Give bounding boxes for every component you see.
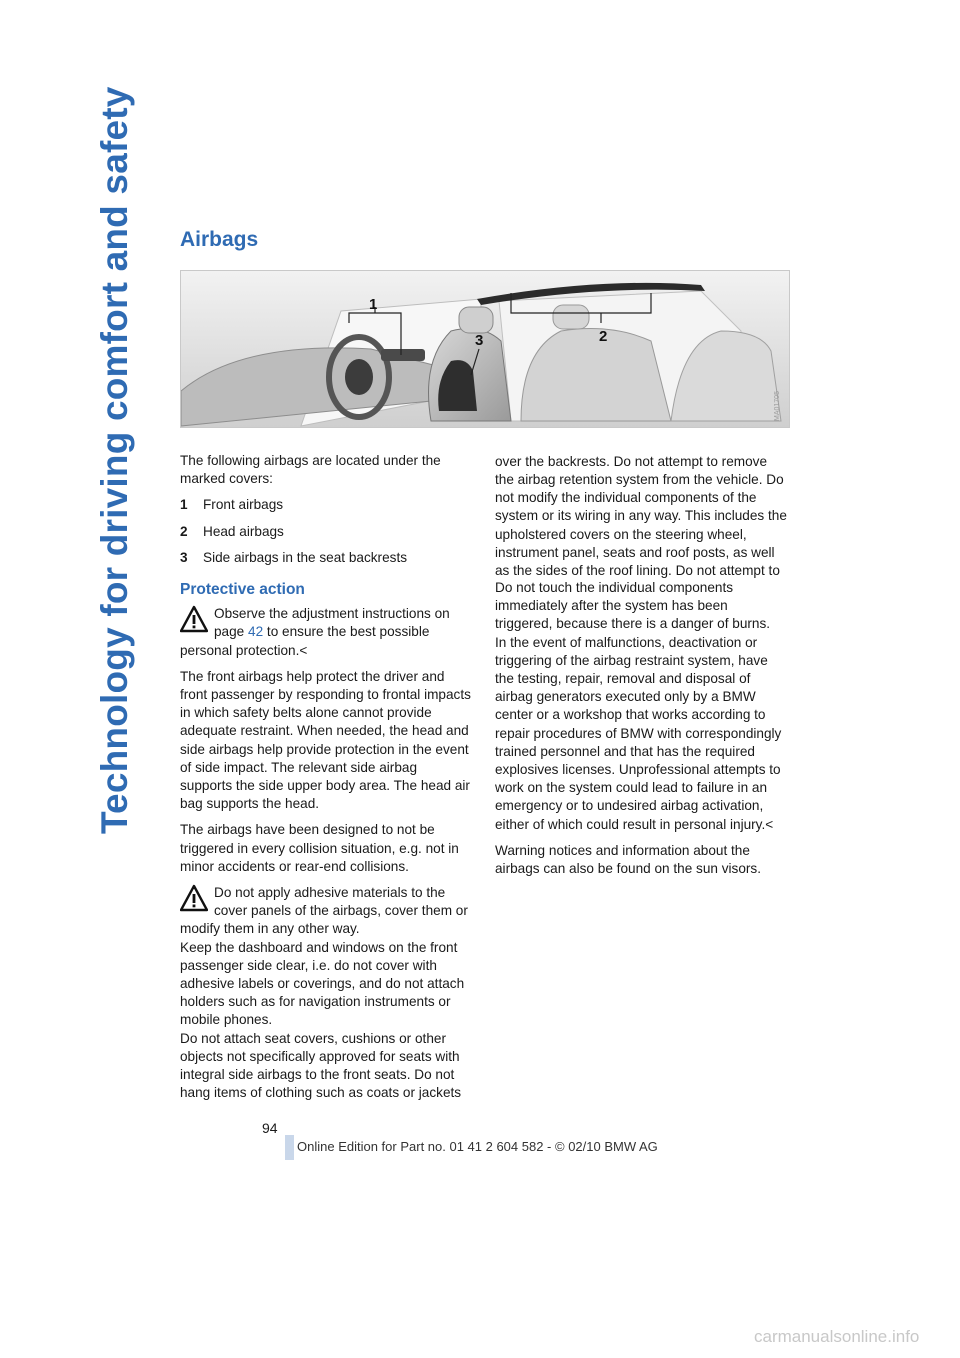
- page-number: 94: [262, 1120, 278, 1136]
- list-item: [180, 549, 472, 567]
- warning-burns-text: Do not touch the individual components immediately after the system has been triggered, because there is a danger of burns.: [495, 580, 771, 632]
- end-mark: <: [765, 816, 774, 832]
- callout-2: 2: [599, 328, 608, 345]
- callout-3: 3: [475, 332, 484, 349]
- sun-visor-note: Warning notices and information about the airbags can also be found on the sun visors.: [495, 842, 762, 877]
- protective-paragraph-2: The airbags have been designed to not be triggered in every collision situation, e.g. not in minor accidents or rear-end collisions.: [180, 822, 459, 874]
- list-item-label: Head airbags: [203, 523, 284, 539]
- right-column: [495, 452, 787, 886]
- end-mark: <: [299, 642, 308, 658]
- callout-1: 1: [369, 296, 378, 313]
- list-item-number: 2: [180, 523, 188, 539]
- chapter-side-title-text: Technology for driving comfort and safety: [94, 86, 135, 834]
- watermark: carmanualsonline.info: [754, 1327, 920, 1346]
- section-title: Airbags: [180, 228, 259, 251]
- warning-adhesive: Do not apply adhesive materials to the cover panels of the airbags, cover them or modify them in any other way.: [180, 885, 468, 937]
- footer-edition-text: Online Edition for Part no. 01 41 2 604 582 - © 02/10 BMW AG: [297, 1139, 658, 1154]
- footer-bar: [285, 1135, 294, 1160]
- list-item: [180, 496, 472, 514]
- list-item-number: 3: [180, 549, 188, 565]
- list-item: [180, 523, 472, 541]
- warning-seat-covers-text: Do not attach seat covers, cushions or other objects not specifically approved for seats with integral side airbags to the front seats. Do not hang items of clothing such as coats or jackets: [180, 1030, 462, 1101]
- front-airbag-shape: [345, 359, 373, 395]
- warning-triangle-icon: [180, 884, 208, 912]
- protective-action-heading: Protective action: [180, 581, 305, 599]
- protective-paragraph-1: The front airbags help protect the driver and front passenger by responding to frontal impacts in which safety belts alone cannot provide adequate restraint. When needed, the head and side airbags help provide protection in the event of side impact. The relevant side airbag supports the side upper body area. The head air bag supports the head.: [180, 668, 471, 812]
- warning-seat-covers-continued: over the backrests. Do not attempt to remove the airbag retention system from the vehicle. Do not modify the individual components of the system or its wiring in any way. This includes the upholstered covers on the steering wheel, instrument panel, seats and roof posts, as well as the sides of the roof lining. Do not attempt to: [495, 453, 787, 579]
- list-item-label: Front airbags: [203, 497, 284, 513]
- warning-malfunctions-text: In the event of malfunctions, deactivation or triggering of the airbag restraint system, have the testing, repair, removal and disposal of airbag generators executed only by a BMW center or a workshop that works according to repair procedures of BMW with correspondingly trained personnel and that has the required explosives licenses. Unprofessional attempts to work on the system could lead to failure in an emergency or to undesired airbag activation, either of which could result in personal injury.<: [495, 634, 782, 832]
- figure-code: MA01705: [774, 391, 781, 421]
- warning-adjustment: Observe the adjustment instructions on page 42 to ensure the best possible personal protection.<: [180, 606, 450, 658]
- page-link[interactable]: 42: [248, 624, 264, 640]
- list-item-number: 1: [180, 497, 188, 513]
- warning-dashboard-text: Keep the dashboard and windows on the front passenger side clear, i.e. do not cover with adhesive labels or coverings, and do not attach holders such as for navigation instruments or mobile phones.: [180, 939, 465, 1028]
- left-column: [180, 452, 472, 1102]
- list-item-label: Side airbags in the seat backrests: [203, 549, 408, 565]
- warning-triangle-icon: [180, 605, 208, 633]
- airbag-locations-figure: [180, 270, 790, 428]
- car-interior-illustration: [181, 271, 789, 427]
- intro-text: The following airbags are located under the marked covers:: [180, 453, 441, 487]
